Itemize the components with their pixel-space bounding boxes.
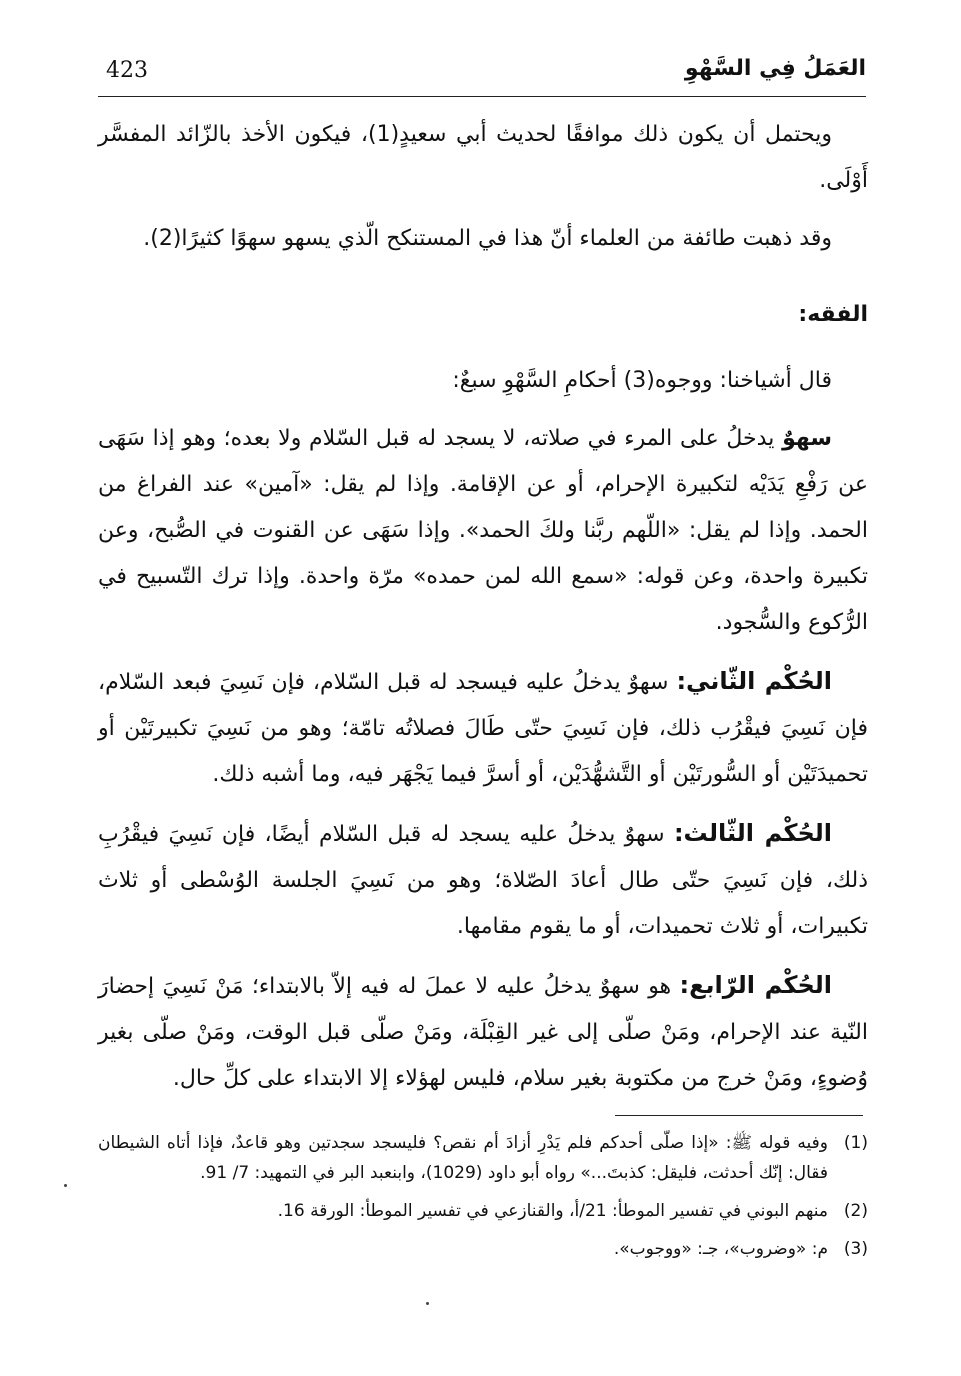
ruling-text: سهوٌ يدخلُ عليه فيسجد له قبل السّلام، فإن نَسِيَ فبعد السّلام، فإن نَسِيَ فيقْرُب ذلك، فإن نَسِيَ حتّى طَالَ فصلاتُه تامّة؛ وهو من نَسِيَ تكبيرتَيْن أو تحميدَتَيْن أو السُّورتَيْن أو التَّشهُّدَيْن، أو أسرَّ فيما يَجْهَر فيه، وما أشبه ذلك. bbox=[98, 670, 868, 787]
paragraph-intro: قال أشياخنا: ووجوه(3) أحكامِ السَّهْوِ سبعٌ: bbox=[452, 368, 832, 393]
main-text bbox=[98, 112, 868, 1114]
scan-speck bbox=[426, 1302, 429, 1305]
paragraph: وقد ذهبت طائفة من العلماء أنّ هذا في المستنكح الّذي يسهو سهوًا كثيرًا(2). bbox=[143, 226, 832, 251]
footnote-text: منهم البوني في تفسير الموطأ: 21/أ، والقنازعي في تفسير الموطأ: الورقة 16. bbox=[277, 1201, 828, 1221]
footnote-number: (1) bbox=[843, 1133, 868, 1153]
footnote bbox=[98, 1128, 868, 1188]
ruling-text: هو سهوٌ يدخلُ عليه لا عملَ له فيه إلاّ بالابتداء؛ مَنْ نَسِيَ إحضارَ النّية عند الإحرام، ومَنْ صلّى إلى غير القِبْلَة، ومَنْ صلّى قبل الوقت، ومَنْ صلّى بغير وُضوءٍ، ومَنْ خرج من مكتوبة بغير سلام، فليس لهؤلاء إلا الابتداء على كلِّ حال. bbox=[98, 974, 868, 1091]
page-number: 423 bbox=[106, 58, 148, 83]
ruling-second bbox=[98, 658, 868, 798]
ruling-label: الحُكْم الثّاني: bbox=[676, 667, 833, 695]
footnote-divider bbox=[615, 1115, 863, 1116]
page-header bbox=[98, 52, 866, 97]
ruling-text: يدخلُ على المرء في صلاته، لا يسجد له قبل السّلام ولا بعده؛ وهو إذا سَهَى عن رَفْعِ يَدَيْه لتكبيرة الإحرام، أو عن الإقامة. وإذا لم يقل: «آمين» عند الفراغ من الحمد. وإذا لم يقل: «اللّهم ربَّنا ولكَ الحمد». وإذا سَهَى عن القنوت في الصُّبح، وعن تكبيرة واحدة، وعن قوله: «سمع الله لمن حمده» مرّة واحدة. وإذا ترك التّسبيح في الرُّكوع والسُّجود. bbox=[98, 426, 868, 635]
footnote bbox=[98, 1196, 868, 1226]
footnotes bbox=[98, 1128, 868, 1272]
paragraph: ويحتمل أن يكون ذلك موافقًا لحديث أبي سعيدٍ(1)، فيكون الأخذ بالزّائد المفسَّر أَوْلَى. bbox=[98, 122, 868, 193]
footnote-number: (3) bbox=[843, 1239, 868, 1259]
footnote-text: وفيه قوله ﷺ: «إذا صلّى أحدكم فلم يَدْرِ أزادَ أم نقص؟ فليسجد سجدتين وهو قاعدٌ، فإذا أتاه الشيطان فقال: إنّك أحدثت، فليقل: كذبتَ...» رواه أبو داود (1029)، وابنعبد البر في التمهيد: 7/ 91. bbox=[98, 1133, 828, 1183]
ruling-third bbox=[98, 810, 868, 950]
scan-speck bbox=[64, 1184, 67, 1187]
section-heading: الفقه: bbox=[798, 302, 868, 327]
footnote-number: (2) bbox=[843, 1201, 868, 1221]
running-title: العَمَلُ فِي السَّهْوِ bbox=[684, 56, 866, 81]
footnote-text: م: «وضروب»، جـ: «ووجوب». bbox=[613, 1239, 828, 1259]
ruling-fourth bbox=[98, 962, 868, 1102]
ruling-label: الحُكْم الثّالث: bbox=[673, 819, 832, 847]
ruling-first bbox=[98, 416, 868, 646]
ruling-lead: سهوٌ bbox=[782, 426, 833, 451]
ruling-text: سهوٌ يدخلُ عليه يسجد له قبل السّلام أيضًا، فإن نَسِيَ فيقْرُبِ ذلك، فإن نَسِيَ حتّى طال أعادَ الصّلاة؛ وهو من نَسِيَ الجلسة الوُسْطى أو ثلاث تكبيرات، أو ثلاث تحميدات، أو ما يقوم مقامها. bbox=[98, 822, 868, 939]
ruling-label: الحُكْم الرّابع: bbox=[679, 971, 832, 999]
footnote bbox=[98, 1234, 868, 1264]
